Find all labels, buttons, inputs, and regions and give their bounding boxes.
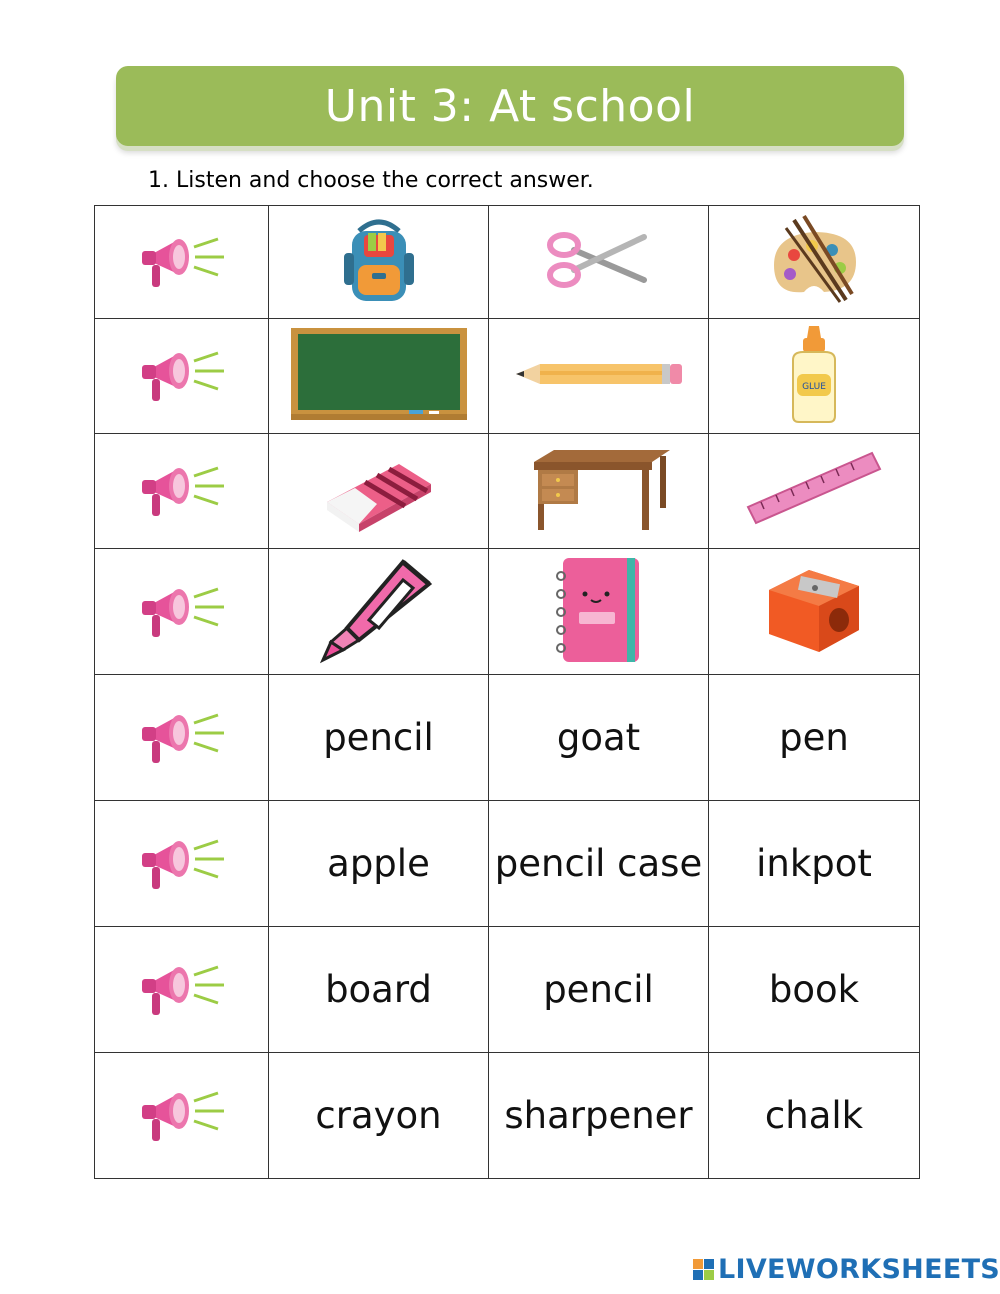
speaker-icon[interactable]: [132, 225, 232, 295]
word-option-label: apple: [327, 842, 430, 885]
speaker-cell[interactable]: [95, 801, 269, 927]
word-option-label: chalk: [764, 1094, 864, 1137]
speaker-cell[interactable]: [95, 434, 269, 549]
speaker-icon[interactable]: [132, 953, 232, 1023]
highlighter-icon: [319, 554, 439, 666]
backpack-icon: [334, 213, 424, 308]
word-option-label: inkpot: [756, 842, 872, 885]
pencil-icon: [514, 359, 684, 389]
speaker-icon[interactable]: [132, 1079, 232, 1149]
eraser-icon: [319, 444, 439, 534]
word-option-label: crayon: [315, 1094, 442, 1137]
picture-option[interactable]: [269, 434, 489, 549]
word-option-label: goat: [556, 716, 641, 759]
table-row: [95, 927, 920, 1053]
speaker-cell[interactable]: [95, 549, 269, 675]
word-option-label: sharpener: [504, 1094, 693, 1137]
speaker-icon[interactable]: [132, 575, 232, 645]
picture-option[interactable]: [489, 549, 709, 675]
word-option[interactable]: [489, 1053, 709, 1179]
glue-bottle-icon: [779, 324, 849, 424]
paint-palette-icon: [764, 210, 864, 310]
word-option-label: pencil: [543, 968, 654, 1011]
word-option-label: pen: [779, 716, 849, 759]
instruction-text: 1. Listen and choose the correct answer.: [148, 168, 594, 193]
picture-option[interactable]: [489, 434, 709, 549]
picture-option[interactable]: [709, 434, 920, 549]
table-row: [95, 549, 920, 675]
picture-option[interactable]: [709, 319, 920, 434]
table-row: [95, 1053, 920, 1179]
answer-grid: [94, 205, 920, 1179]
speaker-cell[interactable]: [95, 206, 269, 319]
speaker-cell[interactable]: [95, 927, 269, 1053]
table-row: [95, 206, 920, 319]
picture-option[interactable]: [489, 319, 709, 434]
word-option-label: pencil case: [494, 842, 703, 885]
word-option[interactable]: [269, 1053, 489, 1179]
word-option[interactable]: [489, 801, 709, 927]
ruler-icon: [744, 449, 884, 529]
word-option-label: board: [325, 968, 432, 1011]
picture-option[interactable]: [709, 206, 920, 319]
picture-option[interactable]: [269, 549, 489, 675]
sharpener-icon: [759, 560, 869, 660]
speaker-icon[interactable]: [132, 701, 232, 771]
liveworksheets-logo[interactable]: [692, 1254, 1000, 1285]
desk-icon: [524, 444, 674, 534]
speaker-cell[interactable]: [95, 319, 269, 434]
word-option[interactable]: [269, 801, 489, 927]
speaker-icon[interactable]: [132, 827, 232, 897]
word-option[interactable]: [709, 675, 920, 801]
word-option[interactable]: [709, 1053, 920, 1179]
page-title: Unit 3: At school: [324, 80, 696, 132]
notebook-icon: [549, 554, 649, 666]
table-row: [95, 675, 920, 801]
scissors-icon: [544, 225, 654, 295]
picture-option[interactable]: [269, 206, 489, 319]
speaker-icon[interactable]: [132, 339, 232, 409]
word-option[interactable]: [709, 927, 920, 1053]
word-option[interactable]: [489, 675, 709, 801]
title-banner: [116, 66, 904, 146]
word-option[interactable]: [269, 675, 489, 801]
speaker-icon[interactable]: [132, 454, 232, 524]
word-option[interactable]: [709, 801, 920, 927]
svg-text:GLUE: GLUE: [802, 382, 826, 392]
word-option-label: book: [768, 968, 860, 1011]
word-option[interactable]: [489, 927, 709, 1053]
picture-option[interactable]: [489, 206, 709, 319]
word-option[interactable]: [269, 927, 489, 1053]
liveworksheets-logo-icon: [692, 1257, 716, 1283]
logo-text: LIVEWORKSHEETS: [718, 1254, 1000, 1285]
picture-option[interactable]: [709, 549, 920, 675]
picture-option[interactable]: [269, 319, 489, 434]
chalkboard-icon: [289, 326, 469, 422]
table-row: [95, 319, 920, 434]
table-row: [95, 801, 920, 927]
speaker-cell[interactable]: [95, 675, 269, 801]
speaker-cell[interactable]: [95, 1053, 269, 1179]
table-row: [95, 434, 920, 549]
word-option-label: pencil: [323, 716, 434, 759]
